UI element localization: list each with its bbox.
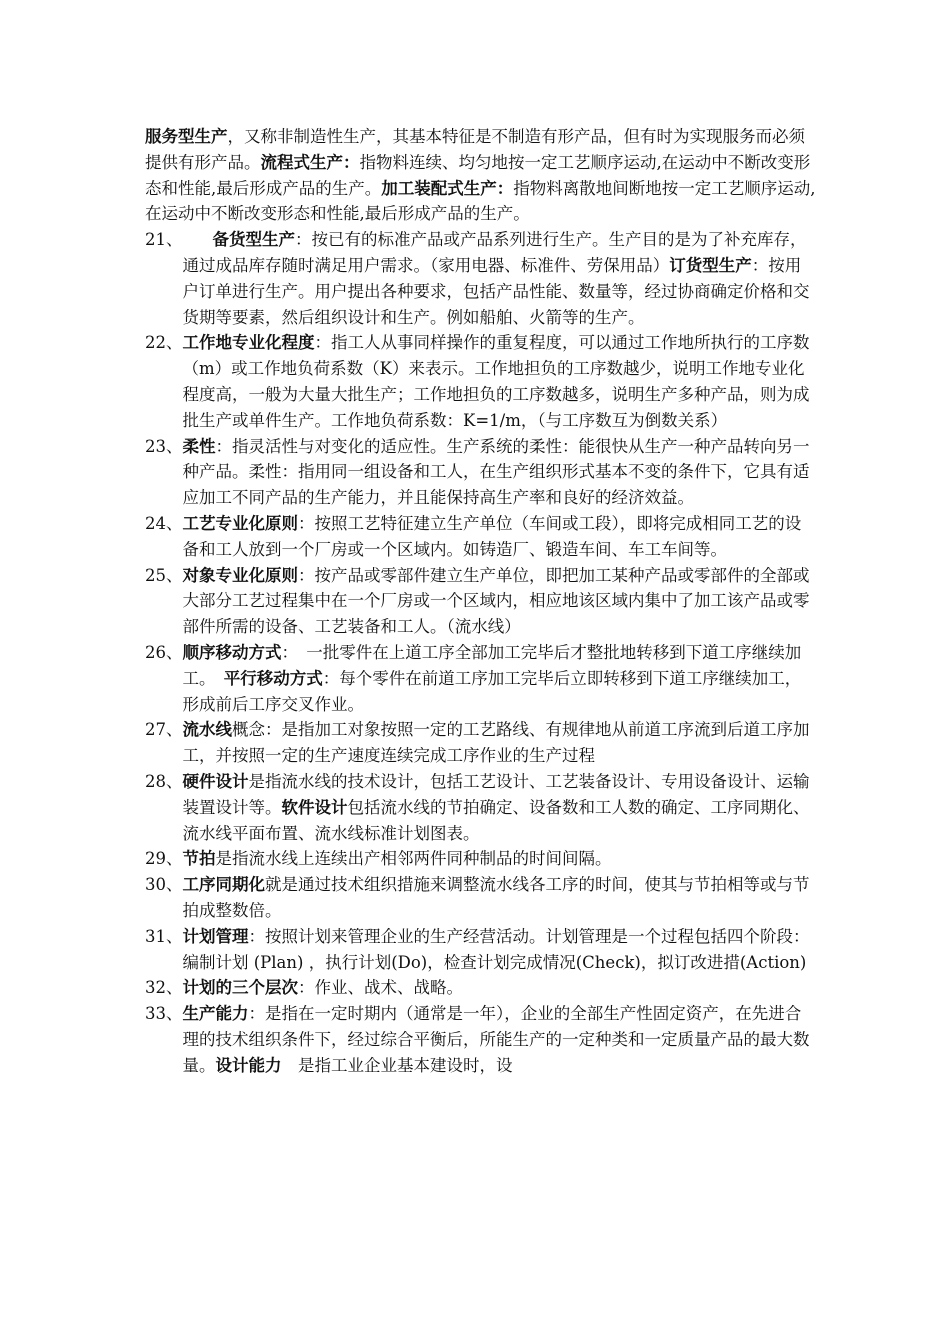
definition: 是指流水线上连续出产相邻两件同种制品的时间间隔。 bbox=[215, 849, 612, 869]
list-item-33 bbox=[145, 1001, 817, 1078]
list-item-23 bbox=[145, 434, 817, 511]
item-number: 33、 bbox=[145, 1004, 183, 1024]
list-item-31 bbox=[145, 924, 817, 976]
item-number: 27、 bbox=[145, 720, 183, 740]
text: 指物料连续、均匀地按一定工艺顺序运动,在运动中不断改变形态和性能,最后形成产品的生产。 bbox=[145, 152, 811, 198]
list-item-25 bbox=[145, 563, 817, 640]
definition: ：按用户订单进行生产。用户提出各种要求，包括产品性能、数量等，经过协商确定价格和交货期等要素，然后组织设计和生产。例如船舶、火箭等的生产。 bbox=[182, 255, 810, 327]
term: 顺序移动方式 bbox=[182, 642, 282, 662]
term: 工艺专业化原则 bbox=[182, 513, 298, 533]
item-number: 24、 bbox=[145, 513, 183, 533]
definition: ：每个零件在前道工序加工完毕后立即转移到下道工序继续加工，形成前后工序交叉作业。 bbox=[182, 668, 802, 714]
term: 柔性 bbox=[182, 436, 216, 456]
definition: ：是指在一定时期内（通常是一年），企业的全部生产性固定资产，在先进合理的技术组织条件下，经过综合平衡后，所能生产的一定种类和一定质量产品的最大数量。 bbox=[182, 1004, 810, 1075]
definition: 概念：是指加工对象按照一定的工艺路线、有规律地从前道工序流到后道工序加工，并按照一定的生产速度连续完成工序作业的生产过程 bbox=[182, 720, 810, 766]
list-item-26 bbox=[145, 640, 817, 717]
definition: 就是通过技术组织措施来调整流水线各工序的时间，使其与节拍相等或与节拍成整数倍。 bbox=[182, 875, 810, 920]
item-number: 21、 bbox=[145, 230, 183, 250]
term: 硬件设计 bbox=[182, 771, 249, 791]
term: 流水线 bbox=[182, 720, 232, 740]
term-service-production: 服务型生产 bbox=[145, 127, 228, 146]
term: 计划管理 bbox=[182, 926, 249, 946]
definition: ：按照工艺特征建立生产单位（车间或工段），即将完成相同工艺的设备和工人放到一个厂房或一个区域内。如铸造厂、锻造车间、车工车间等。 bbox=[182, 513, 802, 559]
definition: ：按照计划来管理企业的生产经营活动。计划管理是一个过程包括四个阶段：编制计划 (Plan) ，执行计划(Do)，检查计划完成情况(Check)，拟订改进措(Action) bbox=[182, 926, 810, 972]
item-number: 31、 bbox=[145, 926, 183, 946]
item-number: 32、 bbox=[145, 978, 183, 998]
term: 备货型生产 bbox=[212, 230, 295, 250]
term: 订货型生产 bbox=[669, 255, 752, 275]
list-item-28 bbox=[145, 769, 817, 846]
term: 工序同期化 bbox=[182, 875, 265, 895]
term: 平行移动方式 bbox=[223, 668, 323, 688]
term: 计划的三个层次 bbox=[182, 978, 298, 998]
list-item-27 bbox=[145, 717, 817, 769]
definition: ： 一批零件在上道工序全部加工完毕后才整批地转移到下道工序继续加工。 bbox=[182, 642, 802, 688]
term: 对象专业化原则 bbox=[182, 565, 298, 585]
term: 软件设计 bbox=[281, 797, 348, 817]
list-item-24 bbox=[145, 511, 817, 563]
item-number: 25、 bbox=[145, 565, 183, 585]
list-item-22 bbox=[145, 330, 817, 433]
term-process-production: 流程式生产： bbox=[260, 152, 360, 172]
term: 设计能力 bbox=[215, 1055, 282, 1075]
item-number: 28、 bbox=[145, 771, 183, 791]
definition: ：按已有的标准产品或产品系列进行生产。生产目的是为了补充库存，通过成品库存随时满足用户需求。（家用电器、标准件、劳保用品） bbox=[182, 230, 807, 275]
definition: 是指流水线的技术设计，包括工艺设计、工艺装备设计、专用设备设计、运输装置设计等。 bbox=[182, 771, 810, 817]
term-assembly-production: 加工装配式生产： bbox=[381, 178, 514, 198]
intro-paragraph bbox=[145, 124, 817, 227]
text: ，又称非制造性生产，其基本特征是不制造有形产品，但有时为实现服务而必须提供有形产品。 bbox=[145, 127, 805, 172]
list-item-21 bbox=[145, 227, 817, 330]
text: 指物料离散地间断地按一定工艺顺序运动,在运动中不断改变形态和性能,最后形成产品的生产。 bbox=[145, 178, 816, 224]
definition: 是指工业企业基本建设时，设 bbox=[281, 1055, 513, 1075]
item-number: 30、 bbox=[145, 875, 183, 895]
list-item-30 bbox=[145, 872, 817, 924]
term: 生产能力 bbox=[182, 1004, 249, 1024]
item-number: 26、 bbox=[145, 642, 183, 662]
definition: ：按产品或零部件建立生产单位，即把加工某种产品或零部件的全部或大部分工艺过程集中在一个厂房或一个区域内，相应地该区域内集中了加工该产品或零部件所需的设备、工艺装备和工人。（流水线） bbox=[182, 565, 810, 637]
definition: 包括流水线的节拍确定、设备数和工人数的确定、工序同期化、流水线平面布置、流水线标准计划图表。 bbox=[182, 797, 810, 843]
item-number: 29、 bbox=[145, 849, 183, 869]
definition: ：指灵活性与对变化的适应性。生产系统的柔性：能很快从生产一种产品转向另一种产品。柔性：指用同一组设备和工人，在生产组织形式基本不变的条件下，它具有适应加工不同产品的生产能力，并且能保持高生产率和良好的经济效益。 bbox=[182, 436, 810, 508]
document-page bbox=[145, 124, 817, 1078]
list-item-32 bbox=[145, 975, 817, 1001]
list-item-29 bbox=[145, 846, 817, 872]
item-number: 22、 bbox=[145, 333, 183, 353]
term: 工作地专业化程度 bbox=[182, 333, 315, 353]
definition: ：作业、战术、战略。 bbox=[298, 978, 463, 998]
item-number: 23、 bbox=[145, 436, 183, 456]
term: 节拍 bbox=[182, 849, 216, 869]
definition: ：指工人从事同样操作的重复程度，可以通过工作地所执行的工序数（m）或工作地负荷系数（K）来表示。工作地担负的工序数越少，说明工作地专业化程度高，一般为大量大批生产；工作地担负的工序数越多，说明生产多种产品，则为成批生产或单件生产。工作地负荷系数：K=1/m，（与工序数互为倒数关系） bbox=[182, 333, 810, 430]
